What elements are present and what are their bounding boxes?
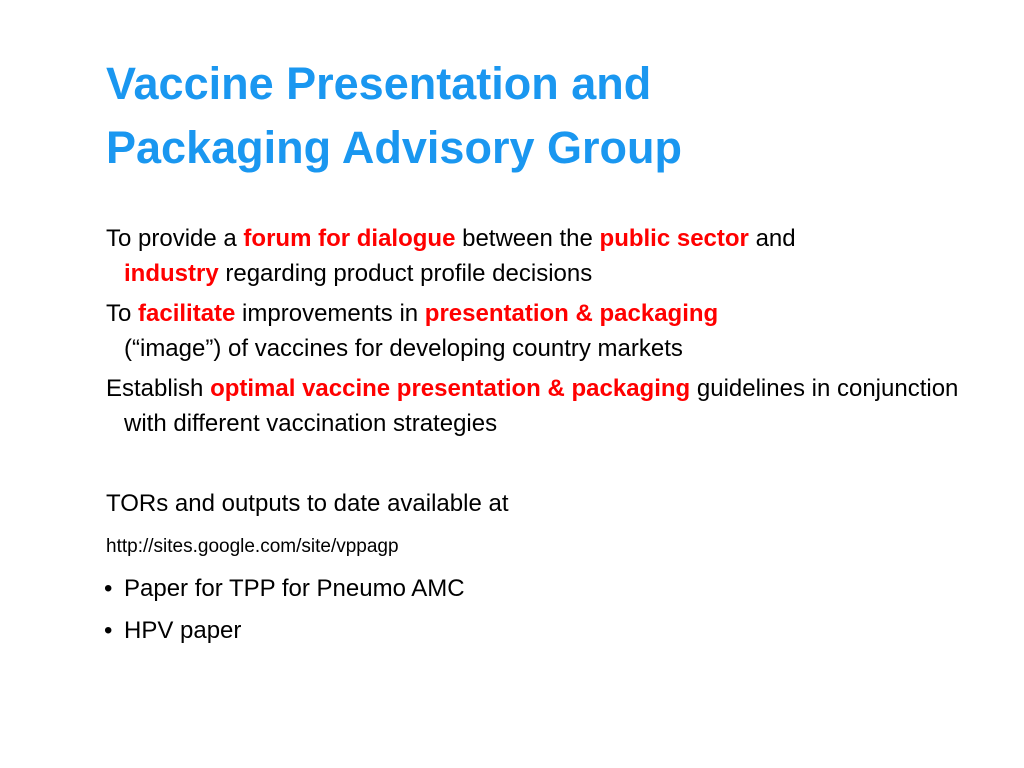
outputs-list bbox=[104, 568, 465, 652]
slide-title bbox=[106, 52, 986, 180]
highlight-industry: industry bbox=[124, 260, 219, 287]
text-run: and bbox=[748, 225, 796, 252]
text-run: To bbox=[106, 300, 139, 327]
text-run: guidelines in conjunction with different vaccination strategies bbox=[124, 375, 959, 437]
objective-text bbox=[106, 221, 986, 291]
list-item bbox=[104, 610, 465, 652]
vppagp-link[interactable]: http://sites.google.com/site/vppagp bbox=[106, 536, 399, 557]
output-item-label: HPV paper bbox=[124, 617, 242, 644]
text-run: (“image”) of vaccines for developing country markets bbox=[124, 335, 683, 362]
list-item bbox=[104, 568, 465, 610]
highlight-optimal-presentation: optimal vaccine presentation & packaging bbox=[210, 375, 691, 402]
bullet-icon: • bbox=[104, 575, 113, 602]
objective-establish bbox=[106, 371, 986, 441]
objective-text bbox=[106, 296, 986, 366]
tors-text: TORs and outputs to date available at bbox=[106, 490, 509, 517]
objective-facilitate bbox=[106, 296, 986, 366]
highlight-forum-for-dialogue: forum for dialogue bbox=[243, 225, 456, 252]
highlight-presentation-packaging: presentation & packaging bbox=[424, 300, 719, 327]
highlight-public-sector: public sector bbox=[599, 225, 749, 252]
text-run: Establish bbox=[106, 375, 211, 402]
objective-forum bbox=[106, 221, 986, 291]
text-run: regarding product profile decisions bbox=[218, 260, 593, 287]
title-line-1: Vaccine Presentation and bbox=[106, 58, 652, 109]
bullet-icon: • bbox=[104, 617, 113, 644]
objective-text bbox=[106, 371, 986, 441]
output-item-label: Paper for TPP for Pneumo AMC bbox=[124, 575, 465, 602]
text-run: between the bbox=[455, 225, 600, 252]
text-run: To provide a bbox=[106, 225, 244, 252]
title-line-2: Packaging Advisory Group bbox=[106, 122, 682, 173]
text-run: improvements in bbox=[235, 300, 425, 327]
highlight-facilitate: facilitate bbox=[138, 300, 236, 327]
